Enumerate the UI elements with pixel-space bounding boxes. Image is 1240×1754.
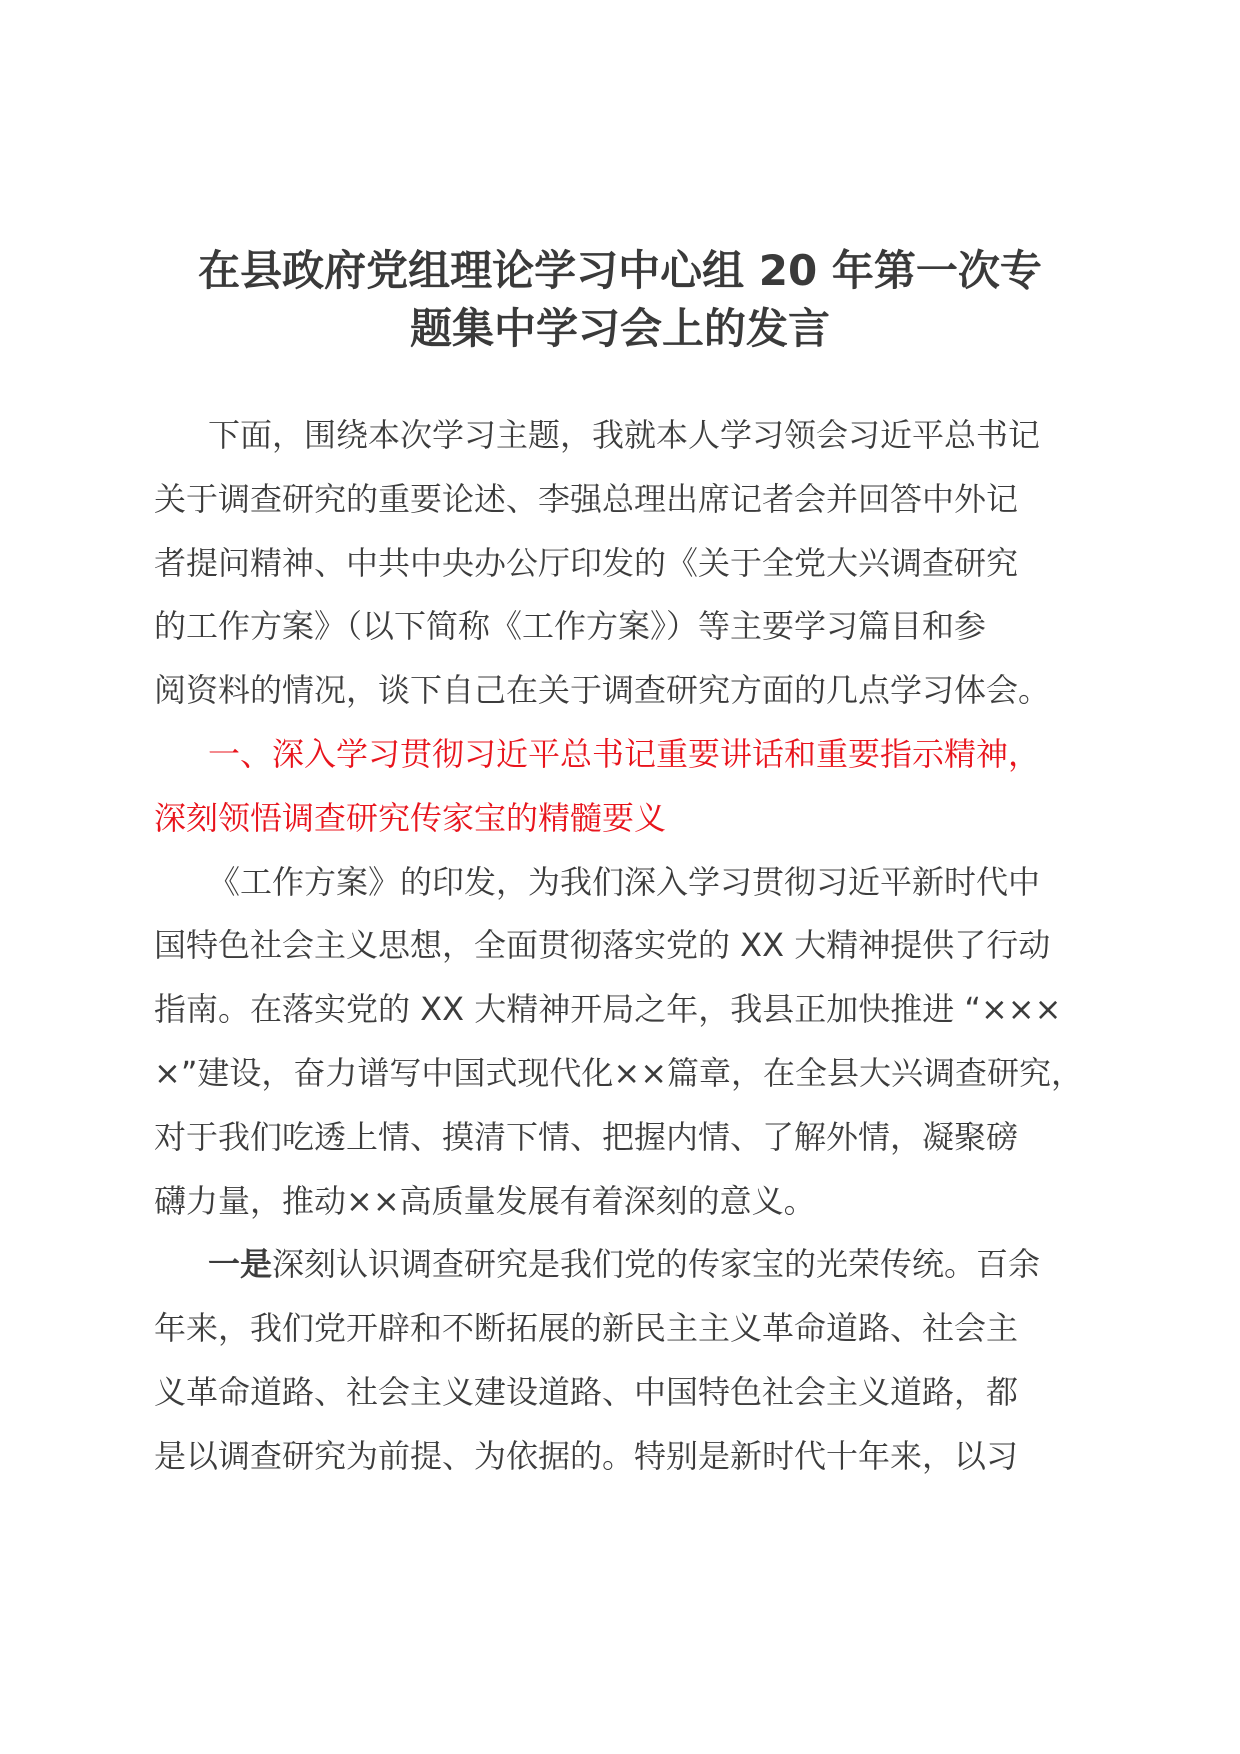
- paragraph-line: 义革命道路、社会主义建设道路、中国特色社会主义道路，都: [154, 1372, 1019, 1411]
- paragraph-line: 国特色社会主义思想，全面贯彻落实党的 XX 大精神提供了行动: [154, 926, 1051, 965]
- paragraph-intro: [154, 404, 1094, 723]
- paragraph-work-plan: [154, 851, 1094, 1234]
- paragraph-line: 者提问精神、中共中央办公厅印发的《关于全党大兴调查研究: [154, 543, 1019, 582]
- paragraph-line: 年来，我们党开辟和不断拓展的新民主主义革命道路、社会主: [154, 1309, 1019, 1348]
- title-line: 在县政府党组理论学习中心组 20 年第一次专: [198, 246, 1042, 295]
- paragraph-line: 《工作方案》的印发，为我们深入学习贯彻习近平新时代中: [208, 862, 1041, 901]
- paragraph-line: 的工作方案》（以下简称《工作方案》）等主要学习篇目和参: [154, 607, 987, 646]
- document-title: [140, 242, 1100, 358]
- point-lead-label: 一是: [208, 1245, 273, 1284]
- paragraph-line: 礴力量，推动××高质量发展有着深刻的意义。: [154, 1181, 816, 1220]
- paragraph-line: 指南。在落实党的 XX 大精神开局之年，我县正加快推进 “×××: [154, 990, 1062, 1029]
- paragraph-line: 是以调查研究为前提、为依据的。特别是新时代十年来，以习: [154, 1436, 1019, 1475]
- point-text: 深刻认识调查研究是我们党的传家宝的光荣传统。百余: [272, 1245, 1041, 1284]
- heading-line: 一、深入学习贯彻习近平总书记重要讲话和重要指示精神，: [208, 734, 1041, 773]
- document-body: [154, 404, 1094, 1489]
- paragraph-line: 阅资料的情况，谈下自己在关于调查研究方面的几点学习体会。: [154, 671, 1051, 710]
- paragraph-line: 关于调查研究的重要论述、李强总理出席记者会并回答中外记: [154, 479, 1019, 518]
- heading-line: 深刻领悟调查研究传家宝的精髓要义: [154, 798, 667, 837]
- paragraph-line: ×”建设，奋力谱写中国式现代化××篇章，在全县大兴调查研究，: [154, 1053, 1084, 1092]
- paragraph-line: 对于我们吃透上情、摸清下情、把握内情、了解外情，凝聚磅: [154, 1117, 1019, 1156]
- paragraph-point-one: [154, 1233, 1094, 1488]
- section-heading-1: [154, 723, 1094, 851]
- paragraph-line: 下面，围绕本次学习主题，我就本人学习领会习近平总书记: [208, 416, 1041, 454]
- paragraph-line: [154, 1233, 1094, 1297]
- title-line: 题集中学习会上的发言: [409, 304, 830, 353]
